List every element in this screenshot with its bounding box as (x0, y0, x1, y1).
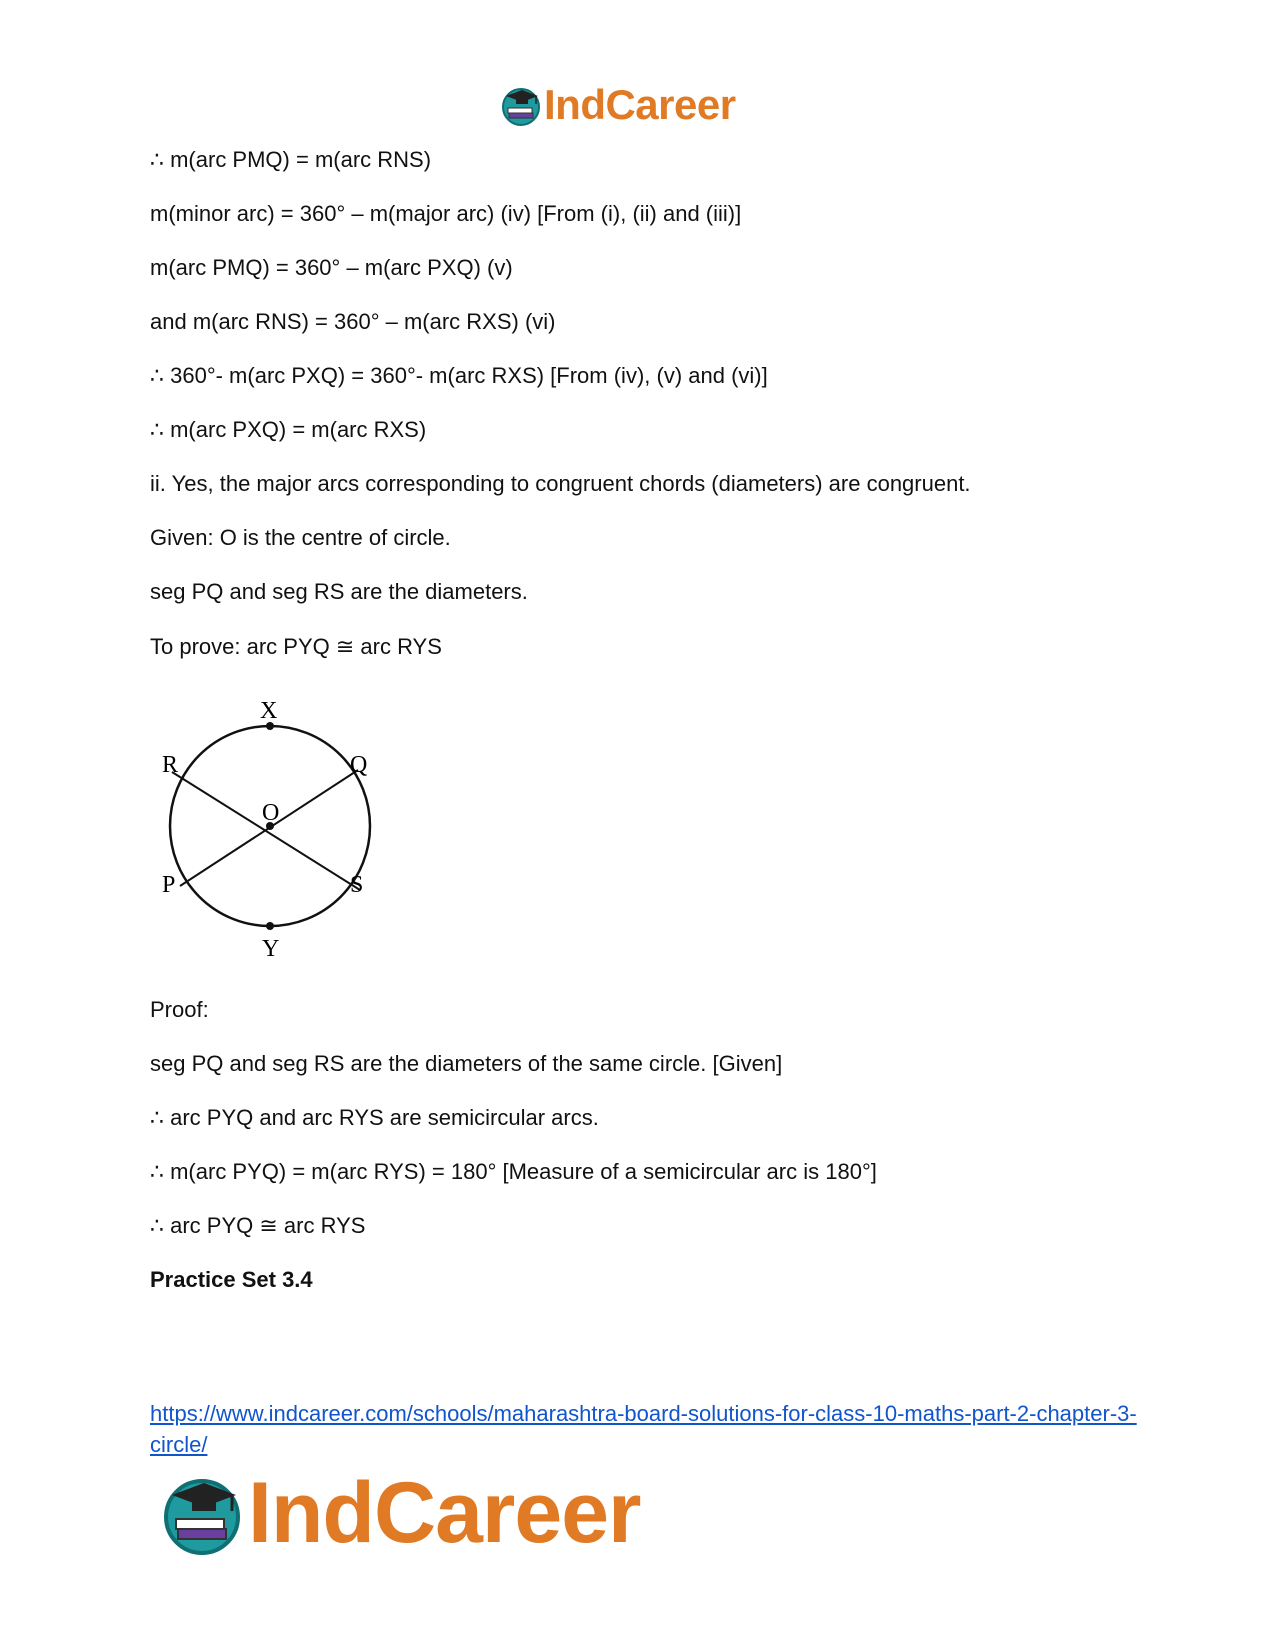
text-line: seg PQ and seg RS are the diameters of the same circle. [Given] (150, 1051, 783, 1076)
text-line: and m(arc RNS) = 360° – m(arc RXS) (vi) (150, 309, 556, 334)
text-line: ∴ arc PYQ ≅ arc RYS (150, 1213, 366, 1238)
text-line: ∴ m(arc PXQ) = m(arc RXS) (150, 417, 427, 442)
footer-logo (160, 1465, 720, 1561)
text-line: ∴ m(arc PYQ) = m(arc RYS) = 180° [Measure of a semicircular arc is 180°] (150, 1159, 877, 1184)
text-line: To prove: arc PYQ ≅ arc RYS (150, 634, 442, 659)
text-line: Given: O is the centre of circle. (150, 525, 451, 550)
header-logo (500, 80, 780, 130)
text-line: m(arc PMQ) = 360° – m(arc PXQ) (v) (150, 255, 513, 280)
label-p: P (162, 872, 176, 898)
label-y: Y (262, 936, 280, 962)
footer-link-container (150, 1398, 1140, 1460)
text-line: ii. Yes, the major arcs corresponding to congruent chords (diameters) are congruent. (150, 471, 971, 496)
label-o: O (262, 800, 280, 826)
label-x: X (260, 700, 278, 724)
circle-diagram (150, 700, 390, 980)
graduation-book-globe-icon (160, 1471, 244, 1555)
logo-text: IndCareer (248, 1465, 641, 1561)
graduation-book-globe-icon (500, 84, 542, 126)
point-y (266, 922, 274, 930)
logo-text: IndCareer (544, 81, 736, 128)
text-line: ∴ 360°- m(arc PXQ) = 360°- m(arc RXS) [From (iv), (v) and (vi)] (150, 363, 768, 388)
text-line: ∴ arc PYQ and arc RYS are semicircular arcs. (150, 1105, 599, 1130)
label-q: Q (350, 752, 368, 778)
text-line: m(minor arc) = 360° – m(major arc) (iv) [From (i), (ii) and (iii)] (150, 201, 742, 226)
section-heading: Practice Set 3.4 (150, 1267, 313, 1292)
text-line: ∴ m(arc PMQ) = m(arc RNS) (150, 147, 432, 172)
label-s: S (350, 872, 364, 898)
label-r: R (162, 752, 179, 778)
text-line: seg PQ and seg RS are the diameters. (150, 579, 528, 604)
text-line: Proof: (150, 997, 209, 1022)
footer-link[interactable]: https://www.indcareer.com/schools/maharashtra-board-solutions-for-class-10-maths-part-2-chapter-3-circle/ (150, 1401, 1137, 1457)
